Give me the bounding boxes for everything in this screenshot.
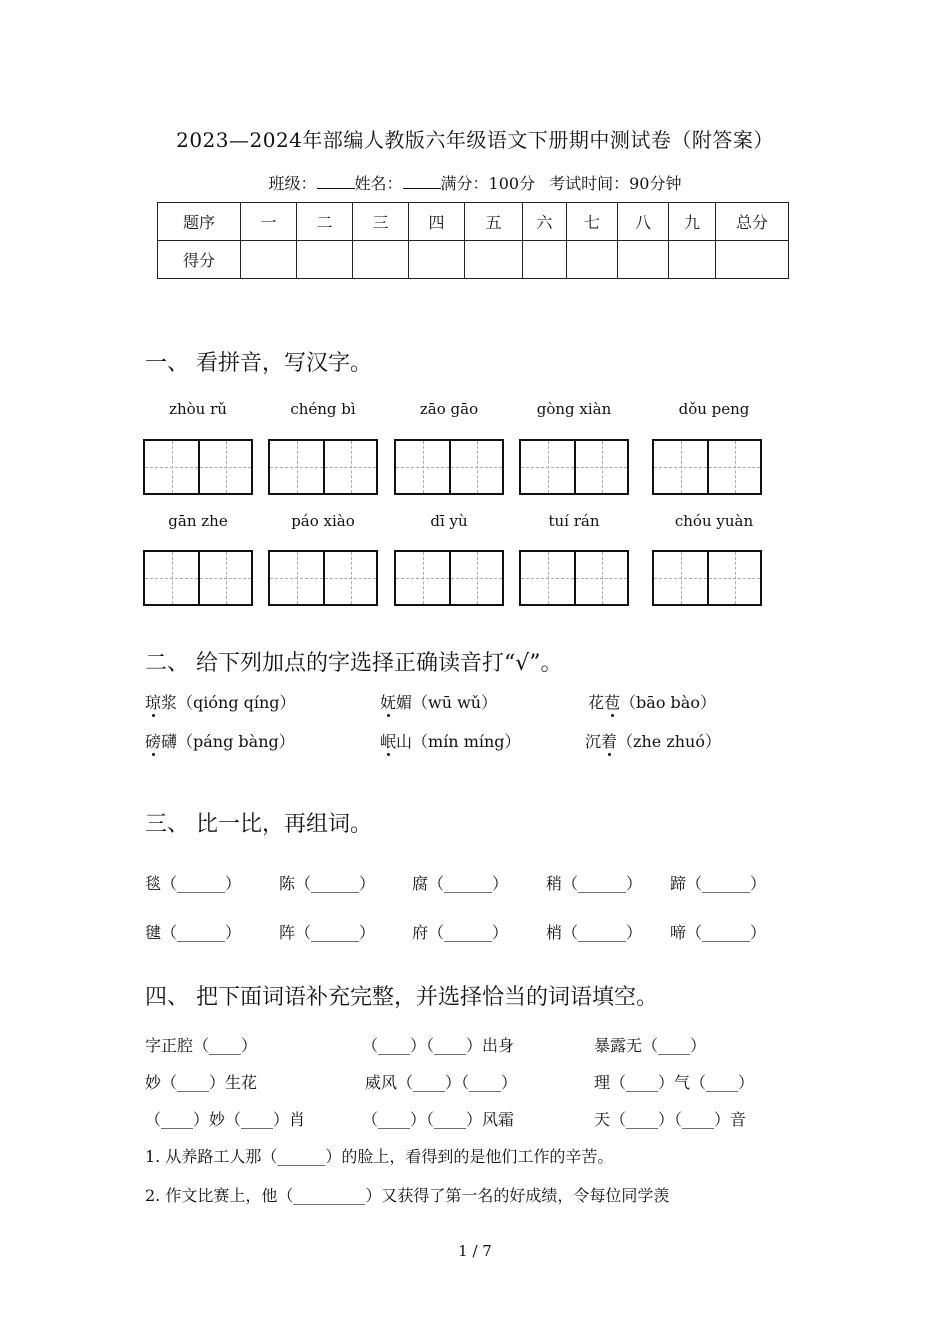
score-cell[interactable] — [669, 241, 716, 279]
dotted-char: 磅 — [145, 732, 162, 751]
fill-sentence-1[interactable]: 1. 从养路工人那（______）的脸上，看得到的是他们工作的辛苦。 — [145, 1147, 614, 1166]
score-header-cell: 一 — [241, 203, 297, 241]
idiom-blank[interactable]: 威风（____）（____） — [365, 1073, 518, 1092]
tianzige-box[interactable] — [652, 550, 762, 606]
pinyin-label: páo xiào — [291, 512, 355, 530]
score-header-cell: 九 — [669, 203, 716, 241]
dotted-char: 着 — [601, 732, 618, 751]
idiom-blank[interactable]: （____）（____）出身 — [362, 1036, 515, 1055]
pinyin-label: dǒu peng — [678, 400, 750, 418]
compare-word[interactable]: 啼（______） — [670, 923, 767, 942]
dotted-char: 琼 — [145, 693, 162, 712]
fill-sentence-2[interactable]: 2. 作文比赛上，他（_________）又获得了第一名的好成绩，令每位同学羡 — [145, 1186, 670, 1205]
full-score: 满分：100分 — [440, 174, 536, 193]
idiom-blank[interactable]: 字正腔（____） — [145, 1036, 258, 1055]
score-cell[interactable] — [618, 241, 669, 279]
score-table-score-row — [158, 241, 789, 279]
reading-item — [145, 690, 296, 713]
tianzige-box[interactable] — [143, 439, 253, 495]
compare-word[interactable]: 梢（______） — [546, 923, 643, 942]
idiom-blank[interactable]: （____）（____）风霜 — [362, 1110, 515, 1129]
compare-word[interactable]: 陈（______） — [279, 874, 376, 893]
reading-options[interactable]: （bāo bào） — [620, 693, 716, 712]
tianzige-box[interactable] — [394, 439, 504, 495]
score-header-cell: 七 — [567, 203, 618, 241]
plain-char: 沉 — [585, 732, 602, 751]
pinyin-label: gòng xiàn — [536, 400, 612, 418]
section1-heading: 一、 看拼音，写汉字。 — [145, 351, 372, 376]
tianzige-box[interactable] — [268, 439, 378, 495]
score-cell[interactable] — [567, 241, 618, 279]
compare-word[interactable]: 府（______） — [412, 923, 509, 942]
reading-options[interactable]: （zhe zhuó） — [617, 732, 721, 751]
dotted-char: 妩 — [380, 693, 397, 712]
student-info-line — [0, 171, 950, 194]
score-cell[interactable] — [297, 241, 353, 279]
reading-item — [585, 729, 721, 752]
class-label: 班级： — [268, 174, 317, 193]
pinyin-label: chéng bì — [290, 400, 356, 418]
tianzige-box[interactable] — [652, 439, 762, 495]
compare-word[interactable]: 蹄（______） — [670, 874, 767, 893]
score-cell[interactable] — [523, 241, 567, 279]
idiom-blank[interactable]: 暴露无（____） — [594, 1036, 707, 1055]
section3-heading: 三、 比一比，再组词。 — [145, 812, 372, 837]
compare-word[interactable]: 毽（______） — [145, 923, 242, 942]
page-number: 1 / 7 — [458, 1242, 492, 1260]
pinyin-label: chóu yuàn — [674, 512, 754, 530]
score-header-cell: 四 — [409, 203, 465, 241]
score-header-cell: 题序 — [158, 203, 241, 241]
tianzige-box[interactable] — [143, 550, 253, 606]
exam-time: 考试时间：90分钟 — [549, 174, 682, 193]
compare-word[interactable]: 稍（______） — [546, 874, 643, 893]
score-row-label: 得分 — [158, 241, 241, 279]
score-header-cell: 三 — [353, 203, 409, 241]
score-header-cell: 总分 — [716, 203, 789, 241]
tianzige-box[interactable] — [394, 550, 504, 606]
score-header-cell: 五 — [465, 203, 523, 241]
plain-char: 花 — [588, 693, 605, 712]
reading-item — [145, 729, 295, 752]
compare-word[interactable]: 毯（______） — [145, 874, 242, 893]
class-blank — [317, 174, 355, 189]
reading-options[interactable]: 山（mín míng） — [396, 732, 521, 751]
score-header-cell: 六 — [523, 203, 567, 241]
score-cell[interactable] — [409, 241, 465, 279]
reading-options[interactable]: 浆（qióng qíng） — [161, 693, 296, 712]
score-table — [157, 202, 789, 279]
page-title: 2023—2024年部编人教版六年级语文下册期中测试卷（附答案） — [176, 128, 774, 152]
dotted-char: 岷 — [380, 732, 397, 751]
score-table-header-row — [158, 203, 789, 241]
compare-word[interactable]: 阵（______） — [279, 923, 376, 942]
section2-heading: 二、 给下列加点的字选择正确读音打“√”。 — [145, 651, 563, 676]
idiom-blank[interactable]: 天（____）（____）音 — [594, 1110, 747, 1129]
name-label: 姓名： — [354, 174, 403, 193]
name-blank — [403, 174, 441, 189]
pinyin-label: zāo gāo — [419, 400, 479, 418]
compare-word[interactable]: 腐（______） — [412, 874, 509, 893]
reading-options[interactable]: 礴（páng bàng） — [161, 732, 295, 751]
reading-options[interactable]: 媚（wū wǔ） — [396, 693, 498, 712]
reading-item — [588, 690, 716, 713]
score-cell[interactable] — [353, 241, 409, 279]
tianzige-box[interactable] — [268, 550, 378, 606]
score-cell[interactable] — [241, 241, 297, 279]
idiom-blank[interactable]: （____）妙（____）肖 — [145, 1110, 306, 1129]
score-cell[interactable] — [716, 241, 789, 279]
pinyin-label: gān zhe — [168, 512, 228, 530]
idiom-blank[interactable]: 妙（____）生花 — [145, 1073, 258, 1092]
dotted-char: 苞 — [604, 693, 621, 712]
tianzige-box[interactable] — [519, 439, 629, 495]
reading-item — [380, 729, 521, 752]
pinyin-label: tuí rán — [548, 512, 600, 530]
pinyin-label: dī yù — [430, 512, 468, 530]
section4-heading: 四、 把下面词语补充完整，并选择恰当的词语填空。 — [145, 985, 658, 1010]
score-header-cell: 八 — [618, 203, 669, 241]
tianzige-box[interactable] — [519, 550, 629, 606]
idiom-blank[interactable]: 理（____）气（____） — [594, 1073, 755, 1092]
score-cell[interactable] — [465, 241, 523, 279]
pinyin-label: zhòu rǔ — [169, 400, 227, 418]
reading-item — [380, 690, 497, 713]
score-header-cell: 二 — [297, 203, 353, 241]
